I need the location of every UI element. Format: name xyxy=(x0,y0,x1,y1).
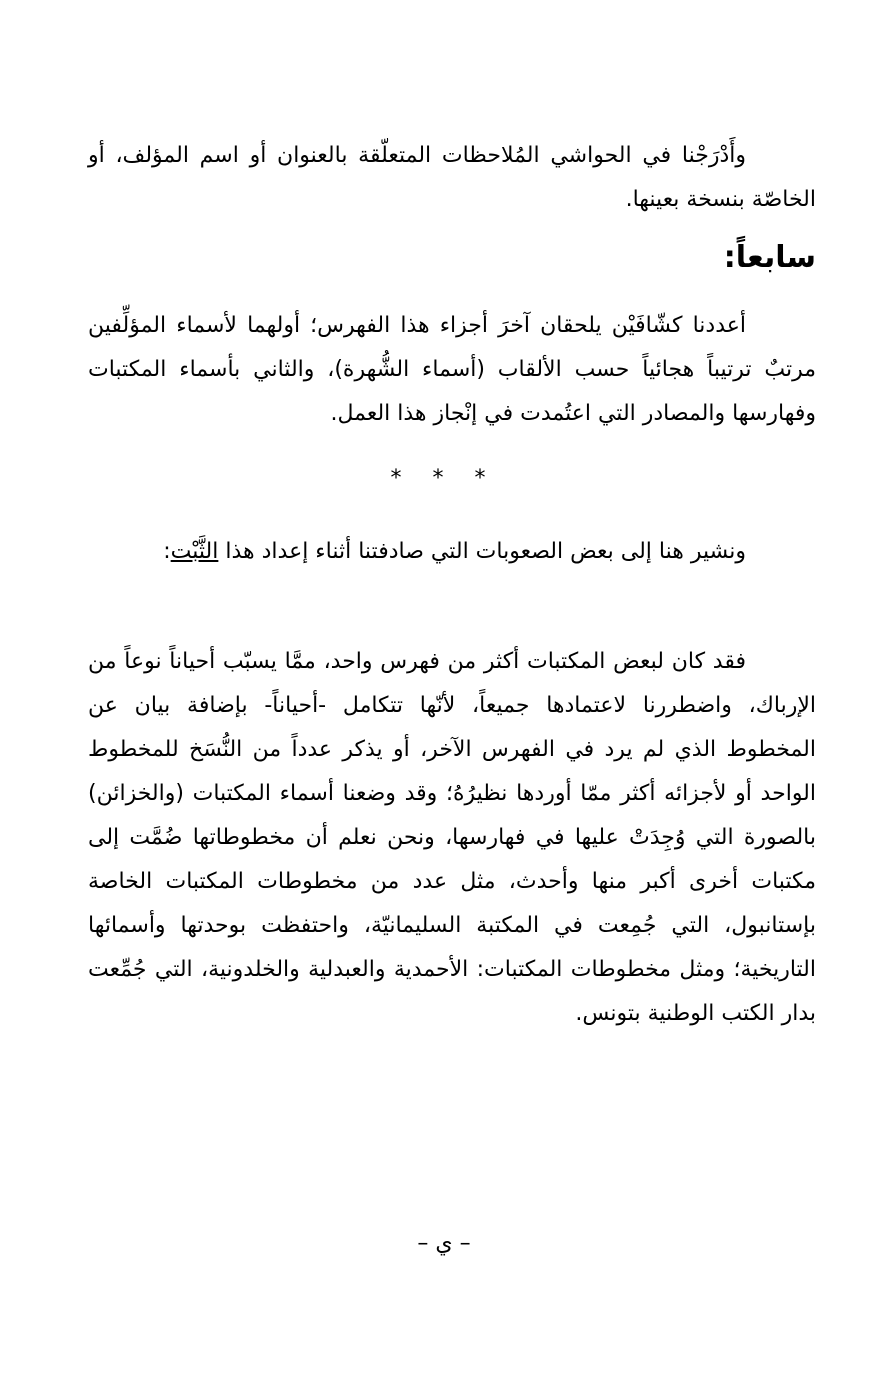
section-heading: سابعاً: xyxy=(723,240,816,275)
paragraph-text: أعددنا كشّافَيْن يلحقان آخرَ أجزاء هذا الفهرس؛ أولهما لأسماء المؤلِّفين مرتبٌ ترتيباً هجائياً حسب الألقاب (أسماء الشُّهرة)، والثاني بأسماء المكتبات وفهارسها والمصادر التي اعتُمدت في إنْجاز هذا العمل. xyxy=(88,313,816,426)
underlined-word: الثَّبْت xyxy=(170,539,219,564)
paragraph-difficulties-detail xyxy=(88,640,816,1036)
intro-colon: : xyxy=(163,539,171,564)
paragraph-text xyxy=(88,530,816,574)
intro-text: ونشير هنا إلى بعض الصعوبات التي صادفتنا أثناء إعداد هذا xyxy=(225,539,746,564)
paragraph-difficulties-intro xyxy=(88,530,816,574)
paragraph-text: وأَدْرَجْنا في الحواشي المُلاحظات المتعلّقة بالعنوان أو اسم المؤلف، أو الخاصّة بنسخة بعينها. xyxy=(88,143,816,212)
paragraph-indexes xyxy=(88,304,816,436)
paragraph-text: فقد كان لبعض المكتبات أكثر من فهرس واحد، ممَّا يسبّب أحياناً نوعاً من الإرباك، واضطررنا لاعتمادها جميعاً، لأنّها تتكامل -أحياناً- بإضافة بيان عن المخطوط الذي لم يرد في الفهرس الآخر، أو يذكر عدداً من النُّسَخ للمخطوط الواحد أو لأجزائه أكثر ممّا أوردها نظيرُهُ؛ وقد وضعنا أسماء المكتبات (والخزائن) بالصورة التي وُجِدَتْ عليها في فهارسها، ونحن نعلم أن مخطوطاتها ضُمَّت إلى مكتبات أخرى أكبر منها وأحدث، مثل عدد من مخطوطات المكتبات الخاصة بإستانبول، التي جُمِعت في المكتبة السليمانيّة، واحتفظت بوحدتها وأسمائها التاريخية؛ ومثل مخطوطات المكتبات: الأحمدية والعبدلية والخلدونية، التي جُمِّعت بدار الكتب الوطنية بتونس. xyxy=(88,649,816,1026)
page-number: – ي – xyxy=(417,1231,471,1256)
paragraph-footnotes-note xyxy=(88,134,816,222)
section-separator: * * * xyxy=(390,466,498,491)
